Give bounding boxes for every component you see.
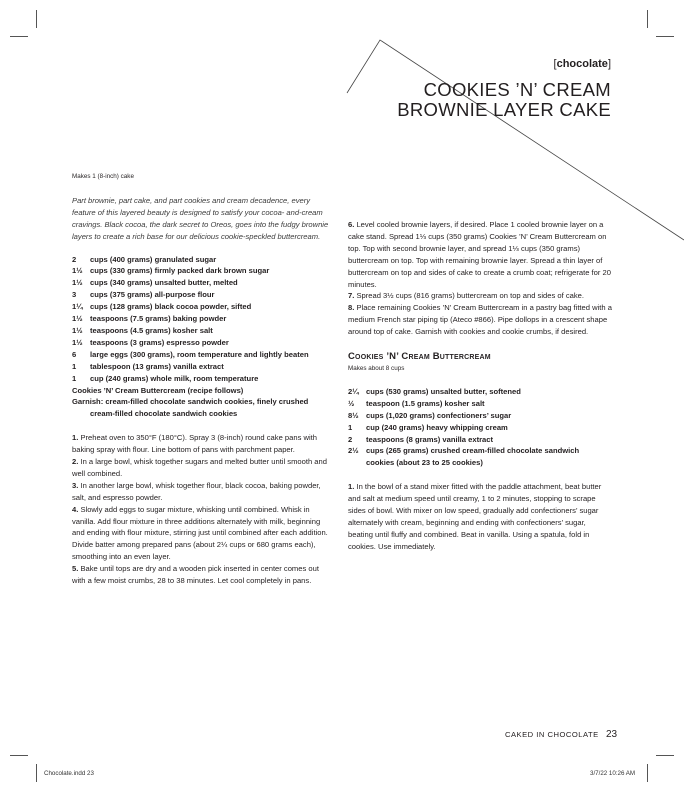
buttercream-yield: Makes about 8 cups bbox=[348, 364, 405, 372]
method-step bbox=[72, 480, 334, 504]
ingredient-item bbox=[348, 410, 612, 422]
step-text: Preheat oven to 350°F (180°C). Spray 3 (8-inch) round cake pans with baking spray with flour. Line bottom of pans with parchment paper. bbox=[72, 433, 317, 455]
step-text: In a large bowl, whisk together sugars and melted butter until smooth and well combined. bbox=[72, 457, 327, 478]
ingredient-item bbox=[72, 265, 334, 277]
ingredient-text: cups (375 grams) all-purpose flour bbox=[90, 290, 215, 300]
method-step bbox=[72, 504, 334, 564]
ingredient-item bbox=[72, 277, 334, 289]
ingredient-text: tablespoon (13 grams) vanilla extract bbox=[90, 361, 224, 371]
ingredient-item bbox=[348, 445, 612, 457]
intro-text: Part brownie, part cake, and part cookies and cream decadence, every feature of this layered beauty is designed to satisfy your cocoa- and-cream cravings. Black cocoa, the dark secret to Oreos, goes into the fudgy brownie layers to create a rich base for our delicious cookie-speckled buttercream. bbox=[72, 195, 329, 241]
step-text: Spread 3½ cups (816 grams) buttercream on top and sides of cake. bbox=[354, 291, 584, 301]
ingredient-item bbox=[72, 373, 334, 385]
method-step bbox=[72, 456, 334, 480]
slug-date: 3/7/22 10:26 AM bbox=[590, 770, 636, 777]
step-number: 1. bbox=[348, 482, 355, 492]
ingredient-list bbox=[72, 254, 334, 385]
steps-right bbox=[348, 219, 612, 338]
category-label: [chocolate] bbox=[553, 58, 611, 70]
step-number: 6. bbox=[348, 220, 355, 229]
ingredient-item bbox=[72, 313, 334, 325]
ingredient-item bbox=[72, 325, 334, 337]
ingredient-text: teaspoons (3 grams) espresso powder bbox=[90, 337, 229, 347]
buttercream-step bbox=[348, 481, 612, 552]
ingredient-text: teaspoon (1.5 grams) kosher salt bbox=[366, 398, 485, 408]
buttercream-title: Cookies ’N’ Cream Buttercream bbox=[348, 351, 491, 363]
step-text: In another large bowl, whisk together flour, black cocoa, baking powder, salt, and espresso powder. bbox=[72, 480, 321, 502]
step-number: 4. bbox=[72, 504, 79, 514]
ingredient-quantity: 1¼ bbox=[72, 302, 83, 312]
ingredient-item bbox=[348, 422, 612, 434]
ingredient-item bbox=[72, 289, 334, 301]
slug-file: Chocolate.indd 23 bbox=[44, 770, 94, 777]
category-text: chocolate bbox=[556, 58, 608, 70]
ingredient-quantity: 1½ bbox=[72, 325, 83, 335]
ingredient-quantity: 1½ bbox=[72, 278, 83, 288]
ingredient-text: cups (330 grams) firmly packed dark brown sugar bbox=[90, 266, 270, 276]
ingredient-text: cups (128 grams) black cocoa powder, sifted bbox=[90, 302, 252, 312]
ingredient-item bbox=[72, 254, 334, 266]
ingredient-item bbox=[348, 386, 612, 398]
ingredient-quantity: 1 bbox=[72, 361, 77, 371]
ingredient-item bbox=[72, 361, 334, 373]
method-step bbox=[348, 219, 612, 290]
ingredient-quantity: 1½ bbox=[72, 266, 83, 276]
step-text: Bake until tops are dry and a wooden pick inserted in center comes out with a few moist crumbs, 28 to 38 minutes. Let cool completely in pans. bbox=[72, 564, 319, 586]
garnish-line-continued: cream-filled chocolate sandwich cookies bbox=[90, 409, 238, 419]
ingredient-text: cup (240 grams) heavy whipping cream bbox=[366, 422, 508, 432]
step-number: 2. bbox=[72, 457, 79, 467]
ingredient-item bbox=[348, 434, 612, 446]
method-step bbox=[348, 290, 612, 302]
ingredient-text: teaspoons (4.5 grams) kosher salt bbox=[90, 325, 213, 335]
ingredient-text: large eggs (300 grams), room temperature and lightly beaten bbox=[90, 349, 309, 359]
step-text: Slowly add eggs to sugar mixture, whisking until combined. Whisk in vanilla. Add flour mixture in three additions alternately with milk, beginning and ending with flour mixture, stirring just until combined after each addition. Divide batter among prepared pans (about 2¼ cups or 680 grams each), smoothing into an even layer. bbox=[72, 504, 328, 562]
ingredient-text: cups (400 grams) granulated sugar bbox=[90, 254, 217, 264]
ingredient-text: cups (340 grams) unsalted butter, melted bbox=[90, 278, 238, 288]
method-step bbox=[72, 432, 334, 456]
ingredient-text: teaspoons (8 grams) vanilla extract bbox=[366, 434, 494, 444]
ingredient-quantity: 2½ bbox=[348, 446, 359, 456]
ingredient-quantity: 1 bbox=[348, 422, 353, 432]
ingredient-quantity: 8½ bbox=[348, 410, 359, 420]
ingredient-text: cups (265 grams) crushed cream-filled chocolate sandwich bbox=[366, 446, 580, 456]
ingredient-quantity: 1 bbox=[72, 373, 77, 383]
garnish-line: Garnish: cream-filled chocolate sandwich cookies, finely crushed bbox=[72, 397, 309, 407]
ingredient-text: teaspoons (7.5 grams) baking powder bbox=[90, 314, 227, 324]
ingredient-text: cups (1,020 grams) confectioners’ sugar bbox=[366, 410, 512, 420]
ingredient-quantity: 1½ bbox=[72, 337, 83, 347]
steps-left bbox=[72, 432, 334, 587]
page-number: 23 bbox=[606, 729, 618, 740]
ingredient-quantity: 2¼ bbox=[348, 386, 359, 396]
left-column bbox=[72, 171, 334, 587]
ingredient-item bbox=[72, 349, 334, 361]
ingredient-quantity: 6 bbox=[72, 349, 77, 359]
step-text: Place remaining Cookies ’N’ Cream Buttercream in a pastry bag fitted with a medium French star piping tip (Ateco #866). Pipe dollops in a crescent shape around top of cake. Garnish with cookies and cookie crumbs, if desired. bbox=[348, 303, 612, 337]
step-number: 5. bbox=[72, 564, 79, 574]
buttercream-ingredient-list bbox=[348, 386, 612, 457]
step-number: 8. bbox=[348, 303, 355, 313]
ingredient-quantity: ½ bbox=[348, 398, 355, 408]
method-step bbox=[72, 563, 334, 587]
ingredient-quantity: 3 bbox=[72, 290, 77, 300]
ingredient-text: cups (530 grams) unsalted butter, softened bbox=[366, 386, 521, 396]
ingredient-quantity: 2 bbox=[348, 434, 353, 444]
ingredient-quantity: 2 bbox=[72, 254, 77, 264]
yield-text: Makes 1 (8-inch) cake bbox=[72, 173, 134, 180]
ingredient-quantity: 1½ bbox=[72, 314, 83, 324]
ingredient-item bbox=[72, 337, 334, 349]
recipe-title: COOKIES ’N’ CREAM BROWNIE LAYER CAKE bbox=[397, 79, 611, 120]
buttercream-ingredient-continued: cookies (about 23 to 25 cookies) bbox=[366, 458, 483, 468]
method-step bbox=[348, 302, 612, 338]
step-number: 1. bbox=[72, 433, 79, 443]
ingredient-item bbox=[72, 301, 334, 313]
step-number: 3. bbox=[72, 480, 79, 490]
ingredient-text: cup (240 grams) whole milk, room temperature bbox=[90, 373, 259, 383]
step-text: In the bowl of a stand mixer fitted with the paddle attachment, beat butter and salt at medium speed until creamy, 1 to 2 minutes, stopping to scrape sides of bowl. With mixer on low speed, gradually add confectioners’ sugar alternately with cream, beginning and ending with confectioners’ sugar, beating until fluffy and combined. Beat in vanilla. Using a spatula, fold in cookies. Use immediately. bbox=[348, 482, 602, 551]
step-text: Level cooled brownie layers, if desired. Place 1 cooled brownie layer on a cake stand. Spread 1⅓ cups (350 grams) Cookies ’N’ Cream Buttercream on top. Top with second brownie layer, and spread 1⅓ cups (350 grams) buttercream on top. Top with remaining brownie layer. Spread a thin layer of buttercream on top and sides of cake to create a crumb coat; refrigerate for 20 minutes. bbox=[348, 220, 611, 289]
footer-book-title: CAKED IN CHOCOLATE bbox=[505, 730, 599, 739]
buttercream-reference: Cookies ’N’ Cream Buttercream (recipe follows) bbox=[72, 385, 244, 395]
right-column bbox=[348, 219, 612, 553]
step-number: 7. bbox=[348, 291, 355, 301]
ingredient-item bbox=[348, 398, 612, 410]
